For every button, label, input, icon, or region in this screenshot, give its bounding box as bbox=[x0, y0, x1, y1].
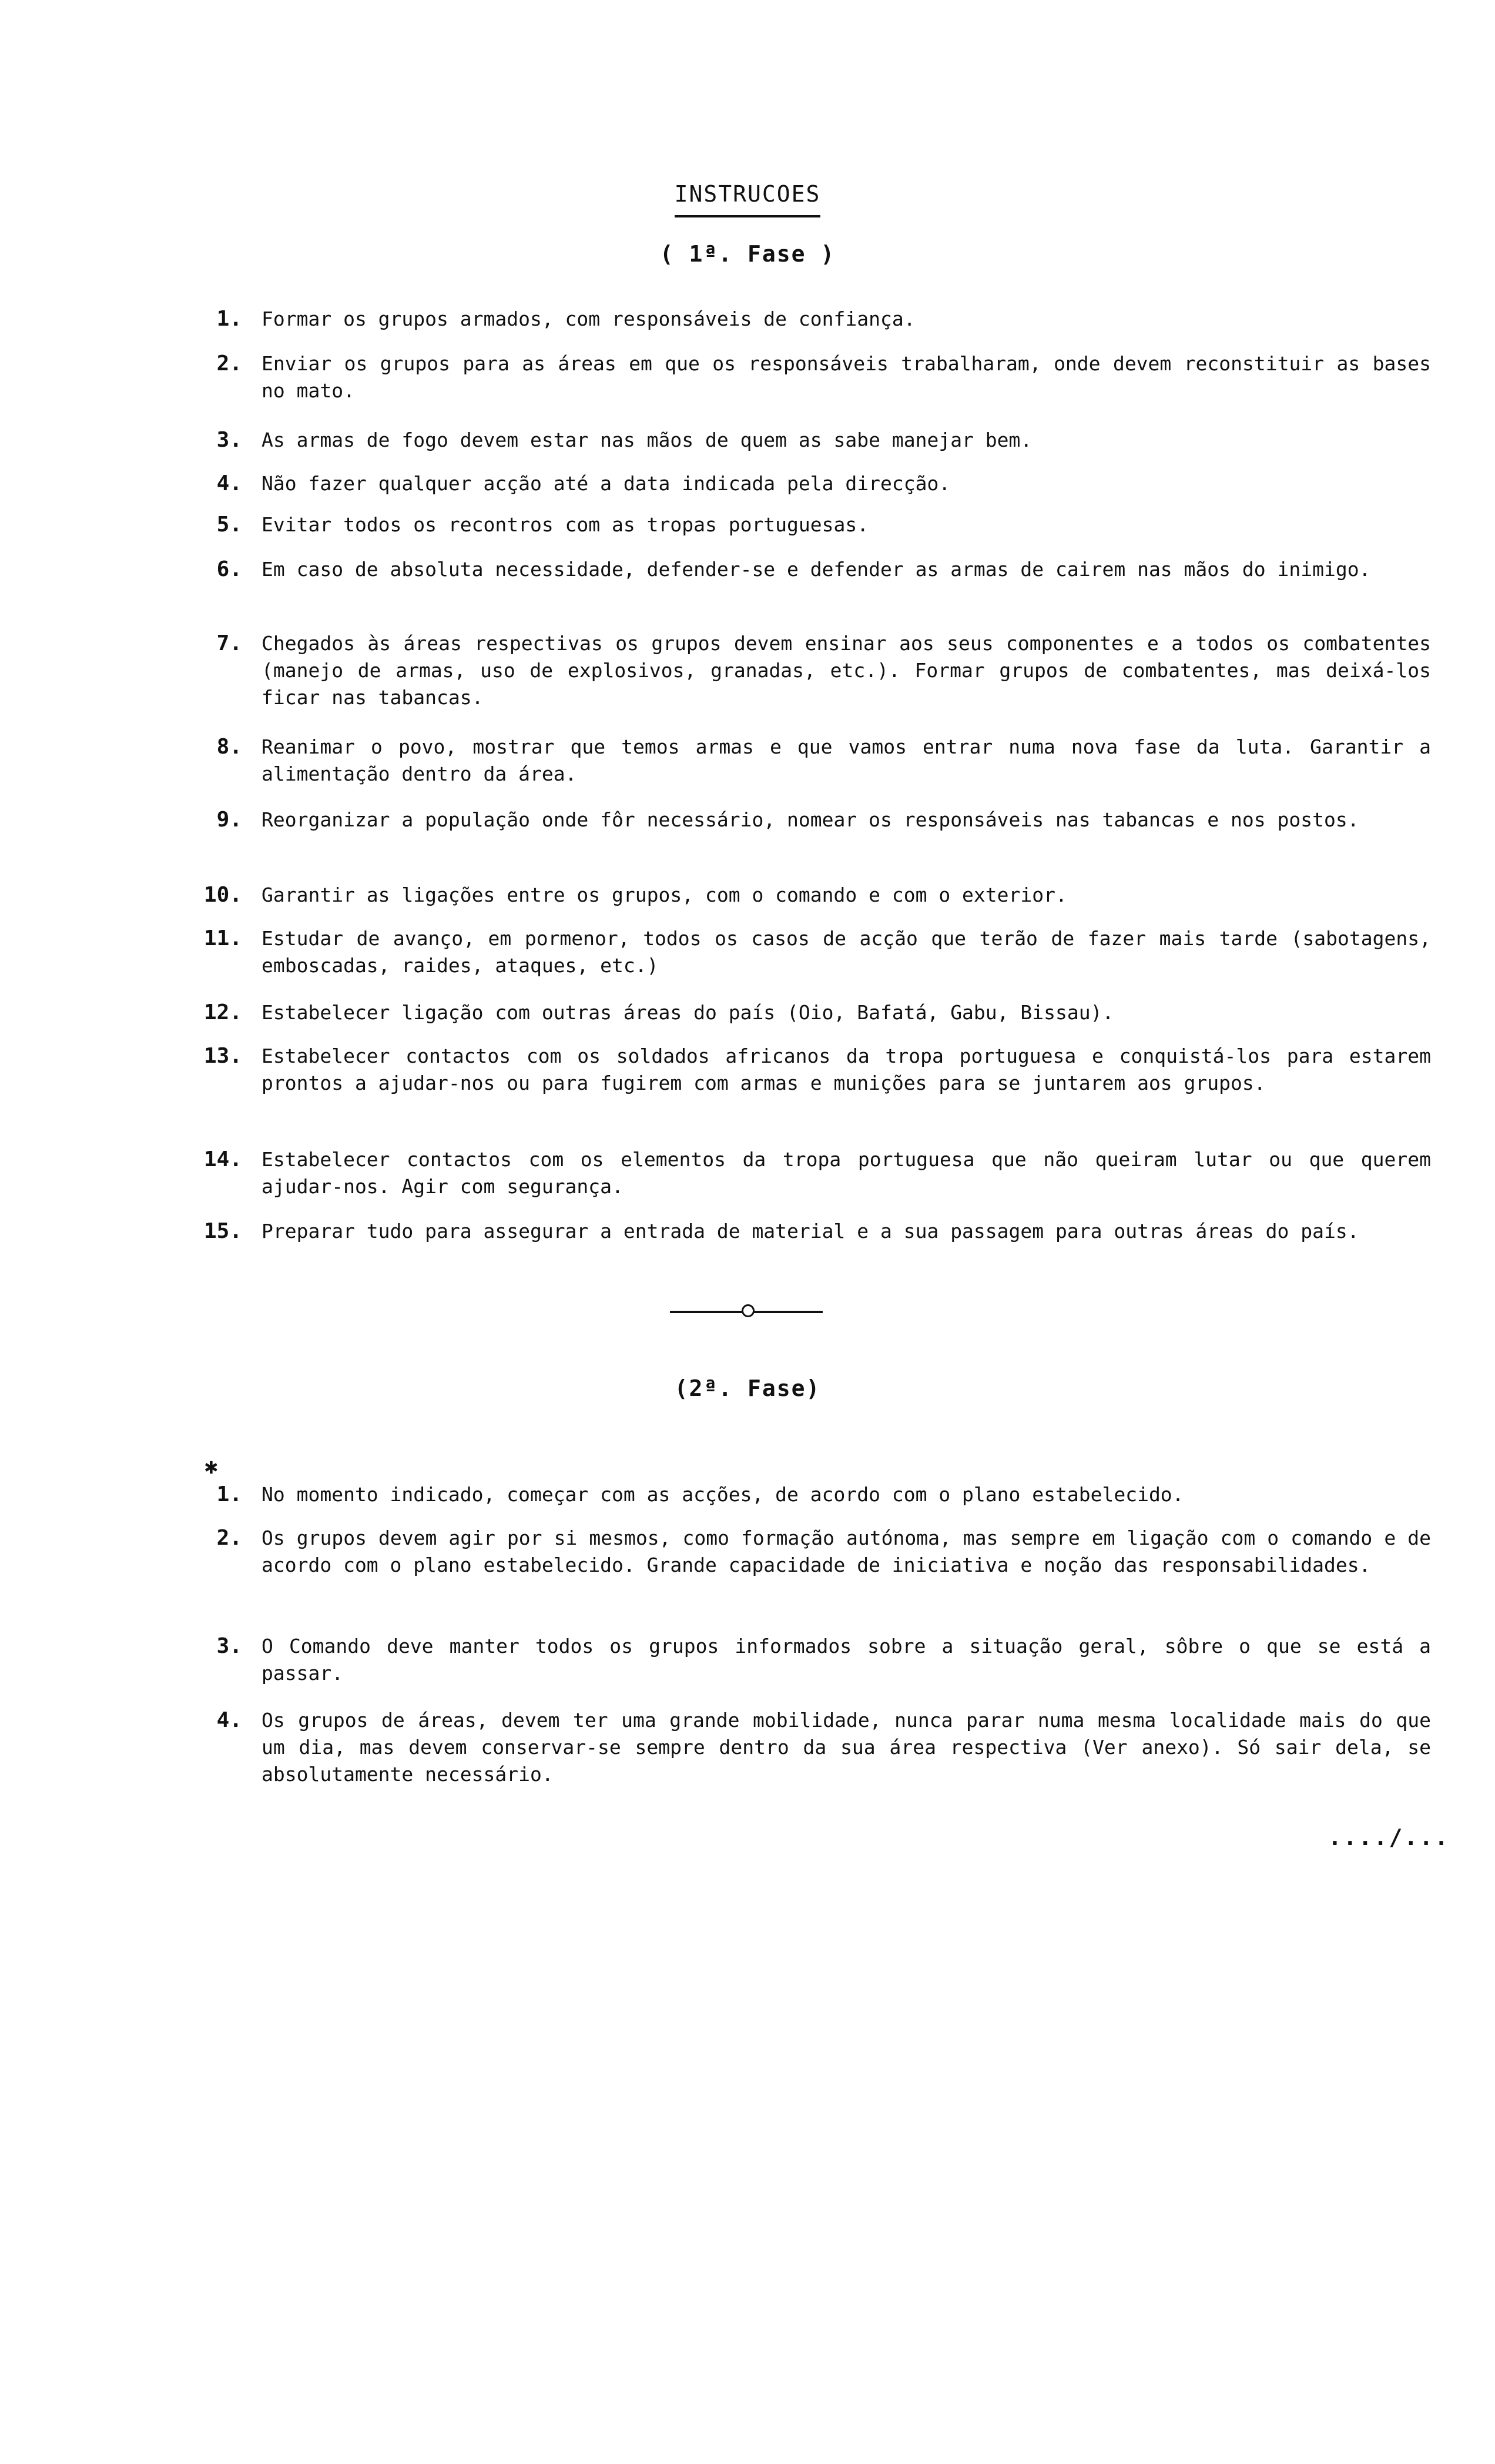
phase-1-heading: ( 1ª. Fase ) bbox=[659, 241, 836, 267]
item-text: As armas de fogo devem estar nas mãos de quem as sabe manejar bem. bbox=[262, 428, 1033, 451]
item-text: Reanimar o povo, mostrar que temos armas e que vamos entrar numa nova fase da luta. Garantir a alimentação dentro da área. bbox=[262, 735, 1431, 785]
item-number: 6. bbox=[216, 557, 242, 581]
document-title bbox=[0, 181, 1495, 217]
handwritten-mark-icon: ✱ bbox=[205, 1453, 218, 1479]
item-text: Estudar de avanço, em pormenor, todos os casos de acção que terão de fazer mais tarde (sabotagens, emboscadas, raides, ataques, etc.) bbox=[262, 927, 1431, 977]
item-number: 14. bbox=[203, 1147, 242, 1171]
item-text: Preparar tudo para assegurar a entrada de material e a sua passagem para outras áreas do país. bbox=[262, 1220, 1359, 1243]
item-number: 2. bbox=[216, 351, 242, 376]
item-text: Os grupos de áreas, devem ter uma grande mobilidade, nunca parar numa mesma localidade mais do que um dia, mas devem conservar-se sempre dentro da sua área respectiva (Ver anexo). Só sair dela, se absolutamente necessário. bbox=[262, 1709, 1431, 1786]
item-text: O Comando deve manter todos os grupos informados sobre a situação geral, sôbre o que se está a passar. bbox=[262, 1635, 1431, 1685]
item-number: 2. bbox=[216, 1526, 242, 1550]
item-text: Formar os grupos armados, com responsáveis de confiança. bbox=[262, 307, 916, 330]
item-number: 10. bbox=[203, 883, 242, 907]
item-text: Evitar todos os recontros com as tropas portuguesas. bbox=[262, 513, 869, 536]
item-text: Em caso de absoluta necessidade, defender-se e defender as armas de cairem nas mãos do inimigo. bbox=[262, 558, 1371, 581]
item-text: Estabelecer contactos com os elementos da tropa portuguesa que não queiram lutar ou que querem ajudar-nos. Agir com segurança. bbox=[262, 1148, 1431, 1198]
item-number: 1. bbox=[216, 307, 242, 331]
item-text: Enviar os grupos para as áreas em que os responsáveis trabalharam, onde devem reconstituir as bases no mato. bbox=[262, 352, 1431, 402]
item-text: Chegados às áreas respectivas os grupos devem ensinar aos seus componentes e a todos os combatentes (manejo de armas, uso de explosivos, granadas, etc.). Formar grupos de combatentes, mas deixá-los ficar nas tabancas. bbox=[262, 632, 1431, 709]
item-number: 13. bbox=[203, 1044, 242, 1068]
item-number: 7. bbox=[216, 631, 242, 655]
item-number: 12. bbox=[203, 1000, 242, 1025]
continuation-marker: ..../... bbox=[1328, 1824, 1450, 1850]
item-text: Reorganizar a população onde fôr necessário, nomear os responsáveis nas tabancas e nos postos. bbox=[262, 808, 1359, 831]
phase-2-heading: (2ª. Fase) bbox=[674, 1375, 821, 1401]
item-text: Os grupos devem agir por si mesmos, como formação autónoma, mas sempre em ligação com o comando e de acordo com o plano estabelecido. Grande capacidade de iniciativa e noção das responsabilidades. bbox=[262, 1526, 1431, 1576]
item-number: 4. bbox=[216, 1708, 242, 1732]
item-number: 1. bbox=[216, 1482, 242, 1506]
section-separator-circle bbox=[742, 1304, 755, 1317]
item-text: Garantir as ligações entre os grupos, com o comando e com o exterior. bbox=[262, 883, 1067, 906]
item-number: 3. bbox=[216, 428, 242, 452]
item-number: 3. bbox=[216, 1634, 242, 1658]
item-text: No momento indicado, começar com as acções, de acordo com o plano estabelecido. bbox=[262, 1483, 1184, 1506]
item-number: 9. bbox=[216, 808, 242, 832]
item-number: 15. bbox=[203, 1219, 242, 1243]
item-text: Não fazer qualquer acção até a data indicada pela direcção. bbox=[262, 472, 951, 495]
item-text: Estabelecer contactos com os soldados africanos da tropa portuguesa e conquistá-los para estarem prontos a ajudar-nos ou para fugirem com armas e munições para se juntarem aos grupos. bbox=[262, 1044, 1431, 1094]
document-title-text: INSTRUCOES bbox=[675, 181, 821, 217]
item-number: 5. bbox=[216, 513, 242, 537]
item-text: Estabelecer ligação com outras áreas do país (Oio, Bafatá, Gabu, Bissau). bbox=[262, 1001, 1114, 1024]
item-number: 4. bbox=[216, 471, 242, 496]
item-number: 11. bbox=[203, 926, 242, 950]
item-number: 8. bbox=[216, 735, 242, 759]
